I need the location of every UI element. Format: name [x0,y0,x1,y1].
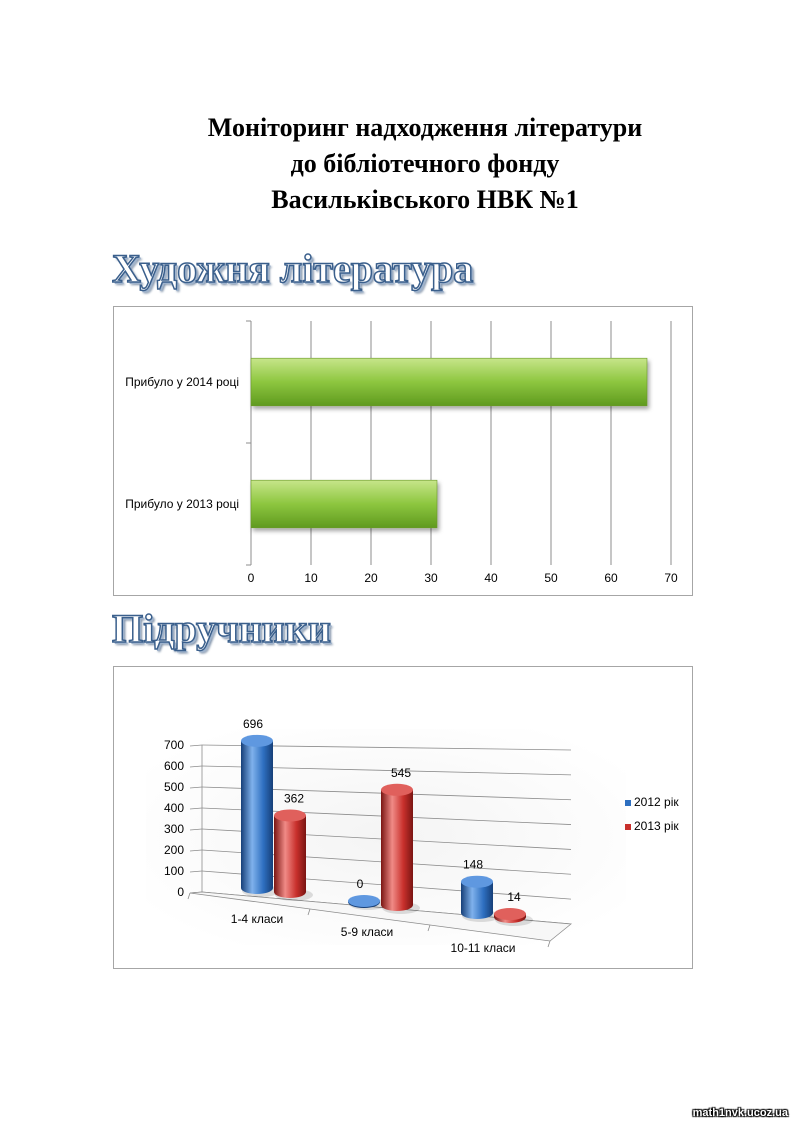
title-line-3: Васильківського НВК №1 [271,185,579,214]
section-heading-fiction: Художня література [112,246,474,291]
x-tick-label: 40 [484,571,498,585]
x-tick-label: 70 [664,571,678,585]
data-label: 148 [462,857,484,872]
y-tick-label: 0 [177,885,184,899]
site-watermark: math1nvk.ucoz.ua [692,1107,788,1119]
x-tick-label: 0 [247,571,255,585]
y-tick-label: 100 [163,864,184,878]
legend-swatch [625,800,631,806]
cylinder-top [381,784,413,796]
y-tick-label: 700 [163,738,184,752]
page-title [150,110,700,218]
y-tick-label: 400 [163,801,184,815]
legend-label: 2013 рік [634,819,679,833]
x-tick-label: 30 [424,571,438,585]
category-label: Прибуло у 2014 році [125,375,239,389]
fiction-bar-chart [114,307,692,595]
data-label: 14 [507,890,521,905]
y-tick-label: 300 [163,822,184,836]
bar [251,480,437,528]
cylinder-top [241,735,273,747]
x-tick-label: 60 [604,571,618,585]
cylinder-body [381,790,413,911]
cylinder-body [274,815,306,898]
legend-label: 2012 рік [634,795,679,809]
data-label: 545 [390,765,412,780]
y-tick-label: 200 [163,843,184,857]
textbooks-cylinder-chart [114,667,692,968]
category-label: 5-9 класи [340,925,394,939]
y-tick-label: 600 [163,759,184,773]
cylinder-top [274,809,306,821]
y-tick-label: 500 [163,780,184,794]
x-tick-label: 20 [364,571,378,585]
data-label: 362 [283,791,305,806]
title-line-1: Моніторинг надходження літератури [207,113,643,142]
category-label: 1-4 класи [230,912,284,926]
cylinder-top [494,908,526,920]
cylinder-top [348,895,380,907]
category-label: 10-11 класи [450,941,516,955]
category-label: Прибуло у 2013 році [125,497,239,511]
cylinder-body [241,741,273,894]
cylinder-top [461,876,493,888]
x-tick-label: 50 [544,571,558,585]
textbooks-chart-frame [113,666,693,969]
section-heading-textbooks: Підручники [112,606,331,651]
data-label: 696 [242,716,264,731]
data-label: 0 [356,877,364,891]
fiction-chart-frame [113,306,693,596]
title-line-2: до бібліотечного фонду [290,149,560,178]
legend-swatch [625,824,631,830]
bar [251,358,647,406]
x-tick-label: 10 [304,571,318,585]
